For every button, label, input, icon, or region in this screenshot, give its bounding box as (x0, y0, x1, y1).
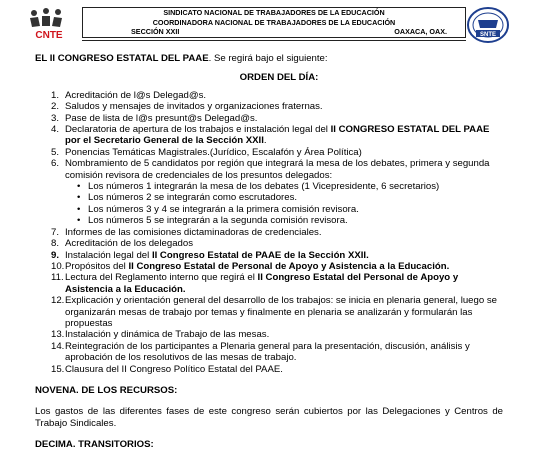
orden-title: ORDEN DEL DÍA: (239, 72, 319, 84)
agenda-num: 10. (51, 260, 65, 272)
agenda-item (35, 113, 503, 124)
document-body (35, 53, 503, 451)
header-location: OAXACA, OAX. (394, 27, 447, 37)
agenda-item (35, 158, 503, 226)
novena-title: NOVENA. DE LOS RECURSOS: (35, 384, 178, 396)
agenda-text: Reintegración de los participantes a Plenaria general para la presentación, discusión, análisis y aprobación de los resolutivos de las mesas de trabajo. (65, 340, 470, 364)
agenda-subitem: • Los números 2 se integrarán como escrutadores. (65, 192, 503, 203)
agenda-item (35, 329, 503, 340)
agenda-num: 2. (51, 101, 60, 113)
agenda-item (35, 147, 503, 158)
agenda-num: 9. (51, 249, 60, 261)
agenda-text: Clausura del II Congreso Político Estatal del PAAE. (65, 363, 283, 375)
agenda-item (35, 238, 503, 249)
header-title-box (82, 7, 466, 38)
agenda-item (35, 90, 503, 101)
agenda-item (35, 295, 503, 329)
snte-logo-text: SNTE (479, 32, 497, 38)
decima-title: DECIMA. TRANSITORIOS: (35, 439, 154, 451)
agenda-item (35, 364, 503, 375)
intro-paragraph (35, 53, 503, 64)
agenda-item (35, 272, 503, 295)
agenda-item (35, 227, 503, 238)
agenda-num: 11. (51, 272, 64, 284)
agenda-text: Pase de lista de l@s presunt@s Delegad@s. (65, 112, 258, 124)
intro-rest: . Se regirá bajo el siguiente: (208, 53, 328, 64)
agenda-num: 14. (51, 340, 65, 352)
agenda-text-pre: Instalación legal del (65, 249, 152, 261)
agenda-text-pre: Propósitos del (65, 260, 129, 272)
agenda-subitem: • Los números 5 se integrarán a la segunda comisión revisora. (65, 215, 503, 226)
agenda-item (35, 261, 503, 272)
agenda-text: Acreditación de l@s Delegad@s. (65, 89, 207, 101)
agenda-text: Saludos y mensajes de invitados y organizaciones fraternas. (65, 101, 323, 113)
header-line-1: SINDICATO NACIONAL DE TRABAJADORES DE LA EDUCACIÓN (163, 8, 385, 17)
cnte-logo-text: CNTE (35, 30, 63, 41)
agenda-num: 7. (51, 226, 60, 238)
agenda-text-bold: II Congreso Estatal de Personal de Apoyo y Asistencia a la Educación. (128, 260, 450, 272)
agenda-text: Explicación y orientación general del desarrollo de los trabajos: se inicia en plenaria general, luego se organizarán mesas de trabajo por temas y finalmente en plenaria se analizarán y formularán las propuestas (65, 295, 497, 329)
agenda-list (35, 90, 503, 375)
agenda-text: Ponencias Temáticas Magistrales.(Jurídico, Escalafón y Área Política) (65, 146, 362, 158)
agenda-subitem: • Los números 1 integrarán la mesa de los debates (1 Vicepresidente, 6 secretarios) (65, 181, 503, 192)
header-line-2: COORDINADORA NACIONAL DE TRABAJADORES DE LA EDUCACIÓN (152, 17, 396, 27)
agenda-text-bold: II CONGRESO ESTATAL DEL PAAE por el Secretario General de la Sección XXII (65, 124, 490, 147)
agenda-text-post: . (263, 135, 267, 147)
document-header (26, 6, 510, 46)
agenda-text-pre: Lectura del Reglamento interno que regirá el (65, 272, 258, 284)
agenda-item (35, 124, 503, 147)
agenda-num: 13. (51, 329, 65, 341)
agenda-item (35, 250, 503, 261)
agenda-item (35, 341, 503, 364)
agenda-text: Acreditación de los delegados (65, 238, 194, 250)
agenda-num: 8. (51, 238, 60, 250)
header-section: SECCIÓN XXII (131, 27, 180, 37)
agenda-text: Informes de las comisiones dictaminadoras de credenciales. (65, 226, 322, 238)
intro-bold: EL II CONGRESO ESTATAL DEL PAAE (35, 53, 209, 64)
agenda-num: 15. (51, 363, 65, 375)
agenda-item (35, 101, 503, 112)
agenda-text-pre: Declaratoria de apertura de los trabajos e instalación legal del (65, 124, 331, 136)
agenda-num: 1. (51, 89, 60, 101)
header-line-3 (87, 27, 461, 37)
agenda-text: Instalación y dinámica de Trabajo de las mesas. (65, 329, 270, 341)
header-rule (82, 40, 466, 41)
cnte-logo (26, 6, 72, 42)
recursos-paragraph: Los gastos de las diferentes fases de este congreso serán cubiertos por las Delegaciones y Centros de Trabajo Sindicales. (35, 406, 503, 429)
agenda-text: Nombramiento de 5 candidatos por región que integrará la mesa de los debates, primera y segunda comisión revisora de credenciales de los presuntos delegados: (65, 158, 490, 181)
agenda-num: 4. (51, 124, 60, 136)
snte-logo (466, 6, 510, 44)
agenda-num: 3. (51, 112, 60, 124)
agenda-text-bold: II Congreso Estatal de PAAE de la Sección XXII. (151, 249, 369, 261)
agenda-sublist (65, 181, 503, 227)
agenda-num: 5. (51, 146, 60, 158)
agenda-text-bold: II Congreso Estatal del Personal de Apoyo y Asistencia a la Educación. (65, 272, 459, 295)
agenda-num: 6. (51, 158, 60, 170)
agenda-num: 12. (51, 295, 65, 307)
agenda-subitem: • Los números 3 y 4 se integrarán a la primera comisión revisora. (65, 204, 503, 215)
